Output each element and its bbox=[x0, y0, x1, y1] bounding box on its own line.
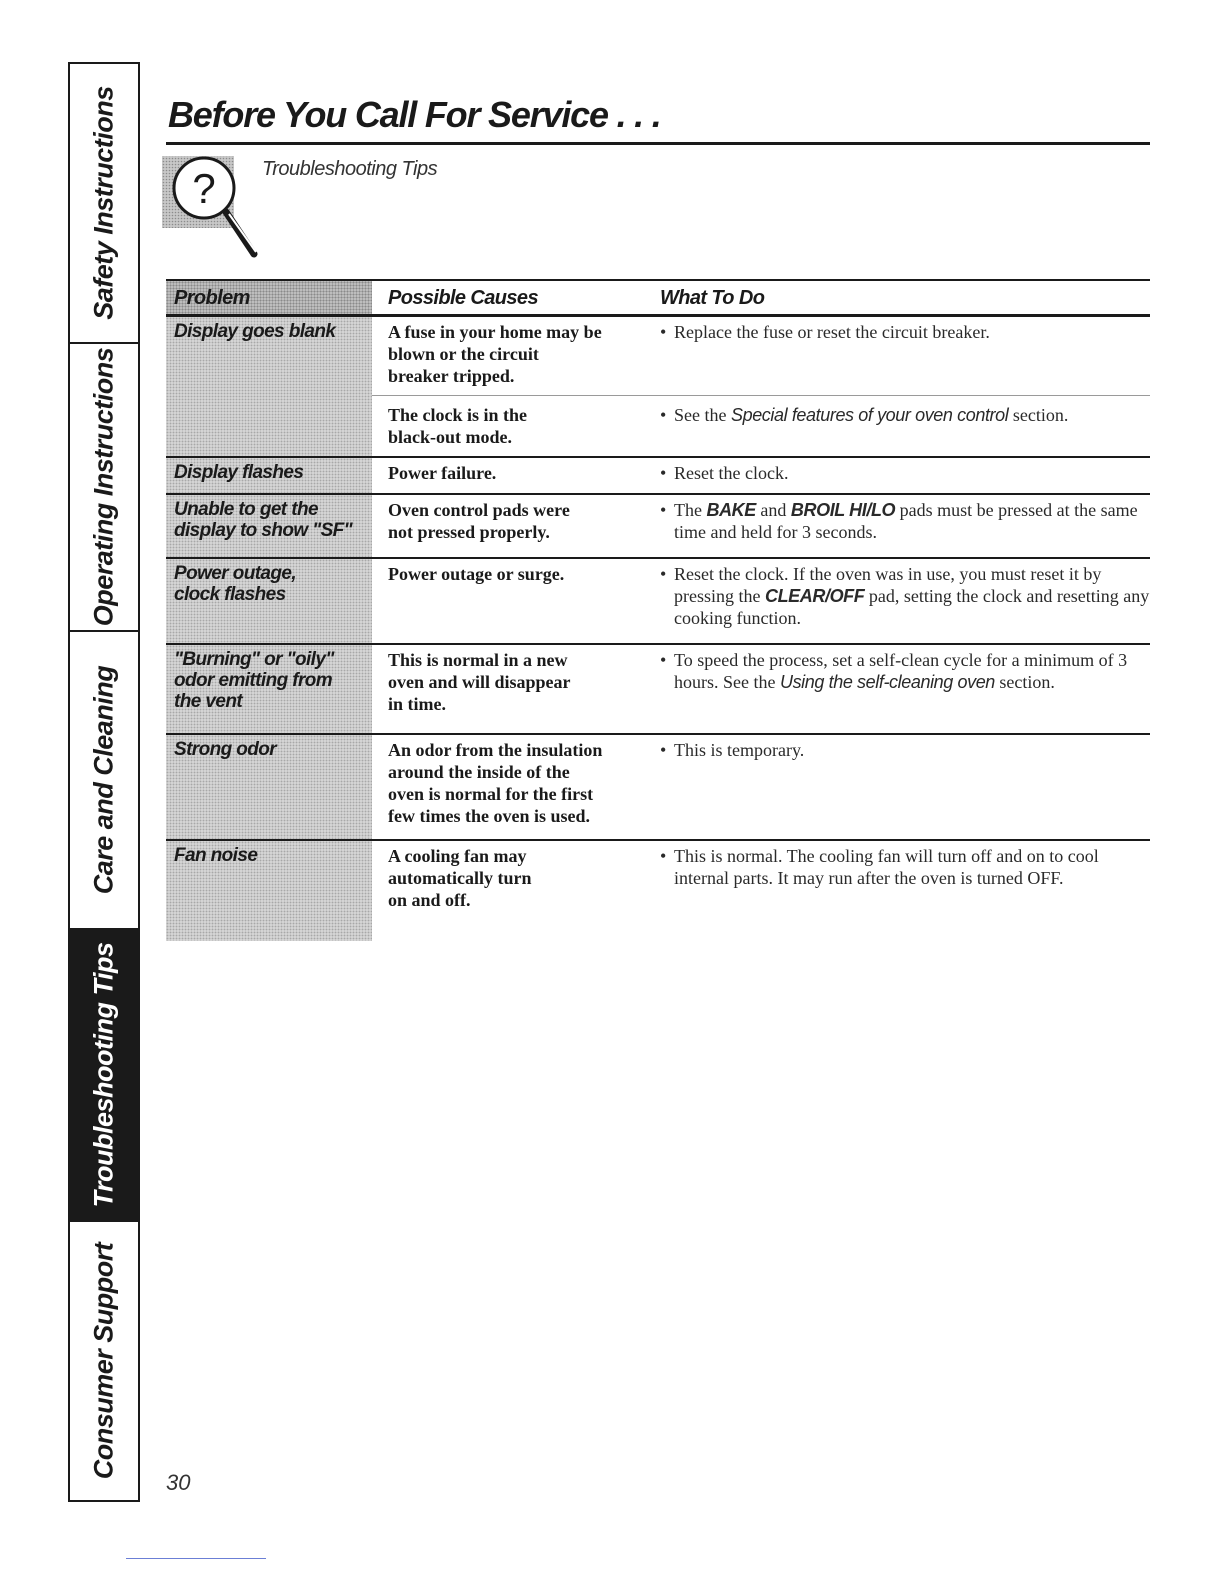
what-to-do-cell bbox=[640, 739, 1150, 827]
what-to-do-cell bbox=[640, 563, 1150, 629]
page-number: 30 bbox=[166, 1470, 191, 1495]
remedy-text: This is normal. The cooling fan will turn off and on to cool internal parts. It may run after the oven is turned OFF. bbox=[674, 846, 1099, 888]
problem-cell bbox=[166, 645, 372, 733]
side-tab-label: Operating Instructions bbox=[88, 347, 119, 627]
problem-cell bbox=[166, 317, 372, 456]
svg-text:?: ? bbox=[192, 165, 216, 212]
table-row bbox=[166, 645, 1150, 735]
cause-remedy-pair bbox=[372, 841, 1150, 941]
remedy-text: The bbox=[674, 500, 707, 520]
row-details bbox=[372, 458, 1150, 493]
possible-cause: An odor from the insulation around the inside of the oven is normal for the first few times the oven is used. bbox=[388, 740, 603, 826]
page-title: Before You Call For Service . . . bbox=[168, 94, 661, 135]
problem-text: Display flashes bbox=[174, 462, 304, 483]
problem-text: Strong odor bbox=[174, 739, 277, 760]
cause-remedy-pair bbox=[372, 495, 1150, 557]
what-to-do-cell bbox=[640, 321, 1150, 387]
bullet-icon: • bbox=[660, 405, 667, 425]
possible-cause: A cooling fan may automatically turn on and off. bbox=[388, 846, 532, 910]
row-details bbox=[372, 495, 1150, 557]
remedy-text: See the bbox=[674, 405, 731, 425]
what-to-do bbox=[660, 321, 1150, 343]
cause-remedy-pair bbox=[372, 317, 1150, 395]
header-problem: Problem bbox=[166, 281, 372, 314]
section-subtitle: Troubleshooting Tips bbox=[262, 158, 438, 180]
table-row bbox=[166, 495, 1150, 559]
problem-text: Power outage, clock flashes bbox=[174, 563, 297, 605]
side-tab-troubleshooting-tips[interactable] bbox=[70, 930, 138, 1222]
section-reference: Using the self-cleaning oven bbox=[779, 672, 995, 692]
bullet-icon: • bbox=[660, 463, 667, 483]
possible-cause: This is normal in a new oven and will disappear in time. bbox=[388, 650, 571, 714]
what-to-do bbox=[660, 563, 1150, 629]
problem-text: Unable to get the display to show "SF" bbox=[174, 499, 353, 541]
cause-remedy-pair bbox=[372, 735, 1150, 839]
remedy-text: pads must be pressed at the same time and held for 3 seconds. bbox=[674, 500, 1138, 542]
what-to-do-cell bbox=[640, 845, 1150, 911]
remedy-text: section. bbox=[994, 672, 1055, 692]
what-to-do-cell bbox=[640, 462, 1150, 484]
bullet-icon: • bbox=[660, 322, 667, 342]
table-row bbox=[166, 735, 1150, 841]
side-tab-label: Care and Cleaning bbox=[88, 665, 119, 895]
cause-remedy-pair bbox=[372, 458, 1150, 492]
side-tab-safety-instructions[interactable] bbox=[70, 64, 138, 344]
remedy-text: Replace the fuse or reset the circuit breaker. bbox=[674, 322, 990, 342]
problem-text: "Burning" or "oily" odor emitting from the vent bbox=[174, 649, 334, 712]
table-row bbox=[166, 317, 1150, 458]
bullet-icon: • bbox=[660, 500, 667, 520]
problem-text: Display goes blank bbox=[174, 321, 336, 342]
side-tab-label: Consumer Support bbox=[88, 1242, 119, 1480]
bullet-icon: • bbox=[660, 650, 667, 670]
row-details bbox=[372, 735, 1150, 839]
row-details bbox=[372, 841, 1150, 941]
problem-cell bbox=[166, 735, 372, 839]
table-body bbox=[166, 317, 1150, 941]
table-header-row bbox=[166, 279, 1150, 317]
bullet-icon: • bbox=[660, 740, 667, 760]
what-to-do bbox=[660, 499, 1150, 543]
link-rule bbox=[126, 1558, 266, 1559]
what-to-do bbox=[660, 462, 1150, 484]
problem-cell bbox=[166, 495, 372, 557]
remedy-text: section. bbox=[1008, 405, 1069, 425]
table-row bbox=[166, 458, 1150, 495]
header-what-to-do: What To Do bbox=[660, 287, 765, 309]
possible-cause: Power failure. bbox=[388, 463, 497, 483]
cause-remedy-pair bbox=[372, 395, 1150, 456]
side-tab-operating-instructions[interactable] bbox=[70, 344, 138, 632]
troubleshooting-table bbox=[166, 279, 1150, 941]
what-to-do-cell bbox=[640, 499, 1150, 543]
question-magnifier-icon bbox=[162, 148, 272, 266]
control-pad-name: BAKE bbox=[706, 500, 756, 520]
side-tab-label: Safety Instructions bbox=[88, 86, 119, 320]
table-row bbox=[166, 841, 1150, 941]
remedy-text: To speed the process, set a self-clean cycle for a minimum of 3 hours. See the bbox=[674, 650, 1128, 692]
what-to-do-cell bbox=[640, 404, 1150, 448]
bullet-icon: • bbox=[660, 564, 667, 584]
remedy-text: pad, setting the clock and resetting any cooking function. bbox=[674, 586, 1150, 628]
possible-cause: Power outage or surge. bbox=[388, 564, 565, 584]
remedy-text: This is temporary. bbox=[674, 740, 805, 760]
possible-cause: The clock is in the black-out mode. bbox=[388, 405, 528, 447]
bullet-icon: • bbox=[660, 846, 667, 866]
side-tab-care-and-cleaning[interactable] bbox=[70, 632, 138, 930]
control-pad-name: CLEAR/OFF bbox=[764, 586, 865, 606]
row-details bbox=[372, 559, 1150, 643]
cause-remedy-pair bbox=[372, 559, 1150, 643]
row-details bbox=[372, 645, 1150, 733]
section-reference: Special features of your oven control bbox=[730, 405, 1009, 425]
table-row bbox=[166, 559, 1150, 645]
row-details bbox=[372, 317, 1150, 456]
side-tab-consumer-support[interactable] bbox=[70, 1222, 138, 1500]
cause-remedy-pair bbox=[372, 645, 1150, 733]
problem-cell bbox=[166, 559, 372, 643]
possible-cause: Oven control pads were not pressed properly. bbox=[388, 500, 570, 542]
problem-text: Fan noise bbox=[174, 845, 258, 866]
what-to-do bbox=[660, 649, 1150, 693]
remedy-text: Reset the clock. If the oven was in use, you must reset it by pressing the bbox=[674, 564, 1102, 606]
header-possible-causes: Possible Causes bbox=[388, 287, 538, 309]
what-to-do bbox=[660, 845, 1150, 889]
problem-cell bbox=[166, 841, 372, 941]
possible-cause: A fuse in your home may be blown or the circuit breaker tripped. bbox=[388, 322, 602, 386]
what-to-do bbox=[660, 404, 1150, 426]
control-pad-name: BROIL HI/LO bbox=[790, 500, 896, 520]
problem-cell bbox=[166, 458, 372, 493]
what-to-do-cell bbox=[640, 649, 1150, 715]
side-tab-nav bbox=[68, 62, 140, 1502]
remedy-text: Reset the clock. bbox=[674, 463, 789, 483]
what-to-do bbox=[660, 739, 1150, 761]
side-tab-label: Troubleshooting Tips bbox=[88, 942, 119, 1208]
title-rule bbox=[166, 142, 1150, 145]
remedy-text: and bbox=[755, 500, 791, 520]
